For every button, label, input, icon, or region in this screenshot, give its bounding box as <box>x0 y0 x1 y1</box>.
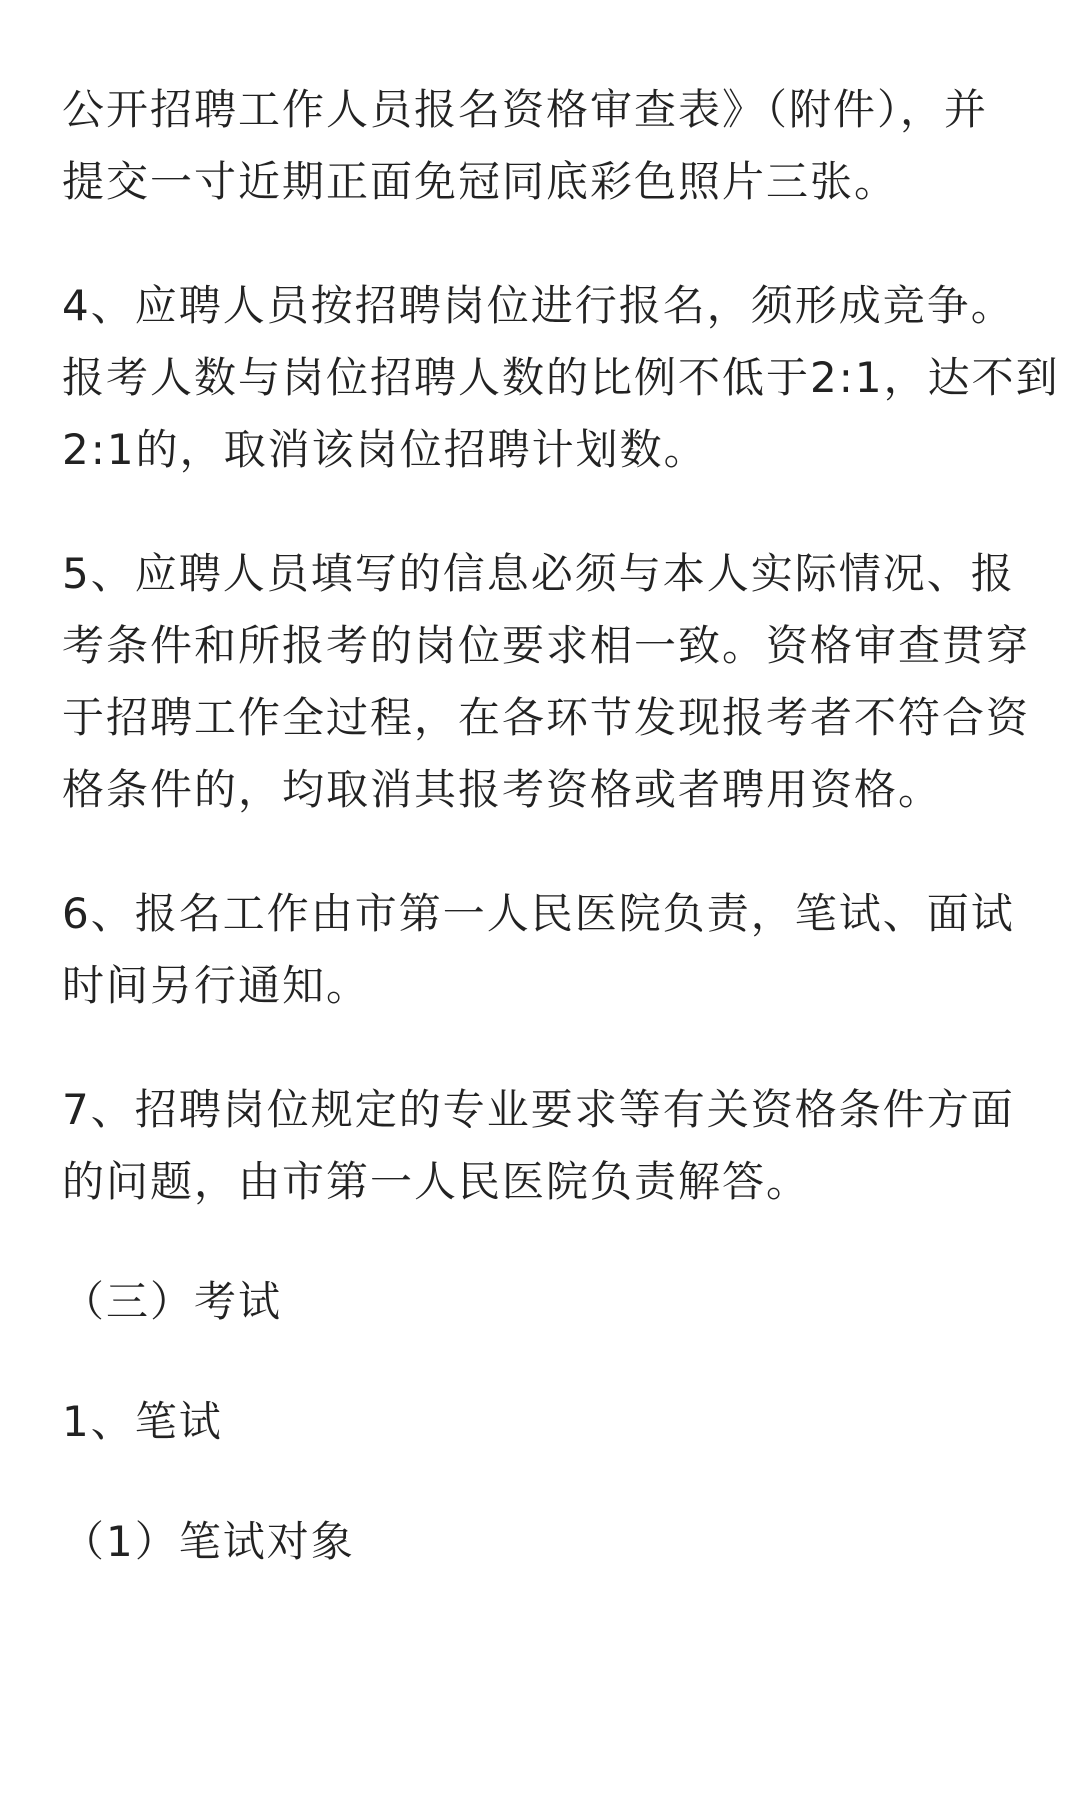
text-line: 4、应聘人员按招聘岗位进行报名，须形成竞争。 <box>62 281 1015 330</box>
text-line: 2:1的，取消该岗位招聘计划数。 <box>62 425 708 474</box>
paragraph-item-6 <box>62 878 1022 1022</box>
text-line: 格条件的，均取消其报考资格或者聘用资格。 <box>62 765 943 814</box>
article-body <box>62 74 1060 1578</box>
text-line: （三）考试 <box>62 1277 283 1326</box>
paragraph-item-5 <box>62 538 1031 826</box>
text-line: 1、笔试 <box>62 1397 223 1446</box>
text-line: （1）笔试对象 <box>62 1517 355 1566</box>
text-line: 6、报名工作由市第一人民医院负责，笔试、面试 <box>62 889 1015 938</box>
text-line: 时间另行通知。 <box>62 961 371 1010</box>
text-line: 公开招聘工作人员报名资格审查表》（附件），并 <box>62 85 989 134</box>
subheading-written-test <box>62 1386 1022 1458</box>
text-line: 于招聘工作全过程，在各环节发现报考者不符合资 <box>62 693 1031 742</box>
text-line: 考条件和所报考的岗位要求相一致。资格审查贯穿 <box>62 621 1031 670</box>
paragraph-attachment-photos <box>62 74 1022 218</box>
paragraph-item-4 <box>62 270 1060 486</box>
text-line: 报考人数与岗位招聘人数的比例不低于2:1，达不到 <box>62 353 1060 402</box>
paragraph-item-7 <box>62 1074 1022 1218</box>
text-line: 提交一寸近期正面免冠同底彩色照片三张。 <box>62 157 899 206</box>
subheading-written-test-subjects <box>62 1506 1022 1578</box>
text-line: 7、招聘岗位规定的专业要求等有关资格条件方面 <box>62 1085 1015 1134</box>
section-heading-exam <box>62 1266 1022 1338</box>
text-line: 5、应聘人员填写的信息必须与本人实际情况、报 <box>62 549 1015 598</box>
text-line: 的问题，由市第一人民医院负责解答。 <box>62 1157 811 1206</box>
